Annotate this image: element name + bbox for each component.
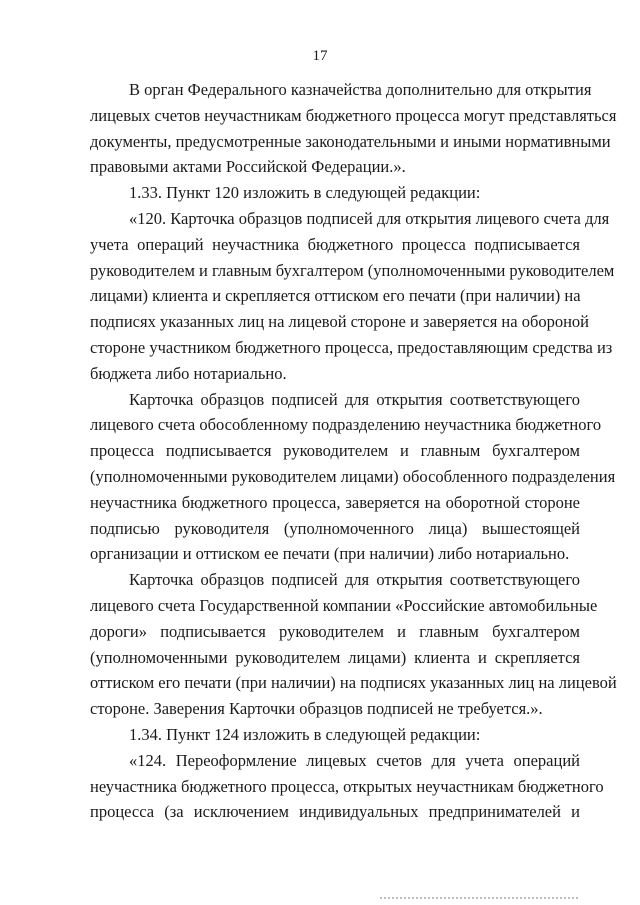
page-number: 17: [312, 48, 328, 64]
paragraph-7: [90, 748, 604, 825]
text-line: лицами) клиента и скрепляется оттиском его печати (при наличии) на: [90, 286, 581, 306]
text-line: неучастника бюджетного процесса, открытых неучастникам бюджетного: [90, 776, 604, 796]
text-line: бюджета либо нотариально.: [90, 363, 287, 383]
paragraph-5: [90, 567, 617, 722]
paragraph-6: [90, 722, 580, 748]
text-line: организации и оттиском ее печати (при наличии) либо нотариально.: [90, 544, 570, 564]
text-line: 1.33. Пункт 120 изложить в следующей редакции:: [129, 183, 481, 203]
text-line: «124. Переоформление лицевых счетов для учета операций: [129, 750, 580, 770]
text-line: подписью руководителя (уполномоченного лица) вышестоящей: [90, 518, 580, 538]
paragraph-2: [90, 180, 580, 206]
text-line: стороне. Заверения Карточки образцов подписей не требуется.».: [90, 699, 543, 719]
text-line: руководителем и главным бухгалтером (уполномоченными руководителем: [90, 260, 615, 280]
text-line: правовыми актами Российской Федерации.».: [90, 157, 406, 177]
text-line: (уполномоченными руководителем лицами) обособленного подразделения: [90, 466, 616, 486]
text-line: 1.34. Пункт 124 изложить в следующей редакции:: [129, 724, 481, 744]
text-line: документы, предусмотренные законодательными и иными нормативными: [90, 131, 611, 151]
text-line: В орган Федерального казначейства дополнительно для открытия: [129, 80, 592, 99]
text-line: процесса подписывается руководителем и главным бухгалтером: [90, 441, 580, 461]
text-line: «120. Карточка образцов подписей для открытия лицевого счета для: [129, 208, 610, 228]
text-line: лицевых счетов неучастникам бюджетного процесса могут представляться: [90, 105, 617, 125]
text-line: процесса (за исключением индивидуальных предпринимателей и: [90, 802, 580, 822]
paragraph-4: [90, 387, 616, 568]
scan-artifact: [380, 897, 580, 899]
text-line: оттиском его печати (при наличии) на подписях указанных лиц на лицевой: [90, 673, 617, 693]
text-line: Карточка образцов подписей для открытия соответствующего: [129, 389, 580, 409]
text-line: неучастника бюджетного процесса, заверяется на оборотной стороне: [90, 492, 580, 512]
paragraph-3: [90, 206, 615, 387]
document-body: [90, 77, 617, 825]
text-line: дороги» подписывается руководителем и главным бухгалтером: [90, 621, 580, 641]
text-line: подписях указанных лиц на лицевой стороне и заверяется на обороной: [90, 312, 590, 332]
text-line: Карточка образцов подписей для открытия соответствующего: [129, 570, 580, 590]
paragraph-1: [90, 77, 617, 180]
text-line: (уполномоченными руководителем лицами) клиента и скрепляется: [90, 647, 580, 667]
text-line: стороне участником бюджетного процесса, предоставляющим средства из: [90, 337, 613, 357]
text-line: лицевого счета обособленному подразделению неучастника бюджетного: [90, 415, 602, 435]
text-line: учета операций неучастника бюджетного процесса подписывается: [90, 234, 580, 254]
text-line: лицевого счета Государственной компании «Российские автомобильные: [90, 595, 598, 615]
